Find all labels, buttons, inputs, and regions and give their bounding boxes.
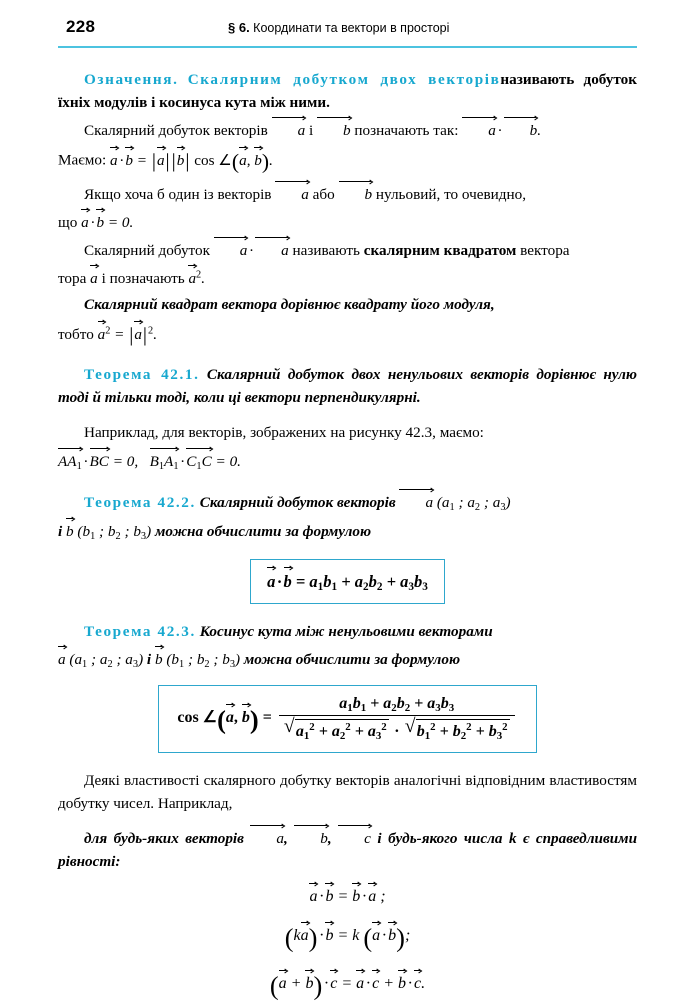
- paragraph-properties-statement: для будь-яких векторів a, b, c і будь-якого числа k є справедливими рівності:: [58, 825, 637, 873]
- theorem-42-3-text-a: Косинус кута між ненульовими векторами: [199, 623, 493, 641]
- boxed-formula-1: $a \cdot b = a_1b_1 + a_2b_2 + a_3b_3$: [250, 559, 445, 604]
- formula-a-dot-b-zero: a · b = 0.: [81, 214, 133, 231]
- theorem-42-3-text-b: можна обчислити за формулою: [243, 651, 461, 669]
- paragraph-square-equals-modulus-cont: [58, 320, 637, 351]
- page-number: 228: [66, 17, 96, 36]
- paragraph-scalar-square: Скалярний добуток a · a називають скалярним квадратом вектора: [58, 237, 637, 262]
- definition-lead: Скалярним добутком двох векторів: [187, 71, 501, 88]
- p5-tail: тобто: [58, 325, 94, 343]
- theorem-42-2-cont: і b ($b_1$ ; $b_2$ ; $b_3$) можна обчислити за формулою: [58, 518, 637, 545]
- coords-b-2: b ($b_1$ ; $b_2$ ; $b_3$): [155, 651, 240, 668]
- theorem-42-1: [58, 363, 637, 409]
- formula-dot-definition: a · b = |a||b| cos ∠(a, b).: [110, 152, 273, 169]
- property-3: (a + b) · c = a · c + b · c.: [269, 970, 426, 1001]
- definition-label: Означення.: [84, 71, 179, 88]
- p7: Деякі властивості скалярного добутку векторів аналогічні відповідним властивостям добутку чисел. Наприклад,: [58, 771, 637, 812]
- p2-label: Маємо:: [58, 151, 107, 169]
- theorem-42-1-text: Скалярний добуток двох ненульових векторів дорівнює нулю тоді й тільки тоді, коли ці вектори перпендикулярні.: [58, 365, 637, 406]
- p1-a: Скалярний добуток векторів: [84, 122, 268, 140]
- paragraph-example-intro: [58, 421, 637, 444]
- p3-a: Якщо хоча б один із векторів: [84, 186, 272, 204]
- p1-b: і: [308, 122, 314, 140]
- paragraph-properties-intro: [58, 769, 637, 815]
- p3-c: нульовий, то очевидно,: [375, 186, 527, 204]
- boxed-formula-1-wrap: [58, 559, 637, 604]
- p8-k: k: [508, 829, 517, 847]
- theorem-42-3: [58, 620, 637, 643]
- page-content: [58, 44, 637, 1006]
- paragraph-modulus-formula: [58, 145, 637, 178]
- theorem-42-2-text-a: Скалярний добуток векторів: [199, 493, 396, 511]
- coords-a-2: a ($a_1$ ; $a_2$ ; $a_3$): [58, 651, 143, 668]
- page-header: [58, 0, 637, 44]
- p8-c: є справедливими рівності:: [58, 829, 638, 871]
- property-2: (ka) · b = k (a · b);: [284, 922, 411, 953]
- formula-square-eq: $a^2 = |a|^2$.: [98, 326, 157, 343]
- theorem-42-3-label: Теорема 42.3.: [84, 623, 196, 641]
- property-1: a · b = b · a ;: [58, 883, 637, 909]
- formula-a-squared: $a^2$.: [188, 270, 205, 287]
- theorem-42-1-label: Теорема 42.1.: [84, 365, 200, 383]
- formula-example-2: $B_1A_1 \cdot C_1C = 0$.: [150, 453, 241, 470]
- paragraph-zero-vector: Якщо хоча б один із векторів a або b нульовий, то очевидно,: [58, 181, 637, 206]
- formula-a-dot-b: a · b.: [462, 122, 541, 139]
- p3-b: або: [312, 186, 335, 204]
- p4-a: Скалярний добуток: [84, 242, 210, 260]
- formula-example-1: $AA_1$ · BC = 0,: [58, 453, 142, 470]
- p4-d: і позначають: [101, 270, 185, 288]
- p4-tora: тора: [58, 270, 87, 288]
- coords-a: a ($a_1$ ; $a_2$ ; $a_3$): [399, 494, 510, 511]
- p8-a: для будь-яких векторів: [84, 829, 244, 847]
- paragraph-example-formulas: [58, 447, 637, 475]
- p3-d: що: [58, 214, 78, 232]
- paragraph-zero-vector-cont: [58, 209, 637, 234]
- boxed-formula-2-wrap: [58, 685, 637, 753]
- theorem-42-2: [58, 489, 637, 516]
- p4-c: вектора: [520, 242, 570, 260]
- section-mark: § 6.: [228, 20, 250, 35]
- p1-c: позначають так:: [354, 122, 459, 140]
- coords-b: b ($b_1$ ; $b_2$ ; $b_3$): [66, 523, 151, 540]
- section-title: Координати та вектори в просторі: [253, 21, 450, 35]
- theorem-42-3-cont: a ($a_1$ ; $a_2$ ; $a_3$) і b ($b_1$ ; $b_2$ ; $b_3$) можна обчислити за формулою: [58, 646, 637, 673]
- paragraph-square-equals-modulus: [58, 293, 637, 316]
- paragraph-scalar-product-notation: Скалярний добуток векторів a і b позначають так: a · b.: [58, 117, 637, 142]
- theorem-42-2-text-b: можна обчислити за формулою: [154, 523, 372, 541]
- p4-bold: скалярним квадратом: [363, 242, 517, 260]
- definition-paragraph: [58, 68, 637, 114]
- paragraph-scalar-square-cont: тора a і позначають $a^2$.: [58, 265, 637, 290]
- header-divider: [58, 46, 637, 48]
- p6: Наприклад, для векторів, зображених на рисунку 42.3, маємо:: [84, 423, 484, 441]
- running-head: [228, 20, 449, 35]
- p8-b: і будь-якого числа: [377, 829, 503, 847]
- theorem-42-2-label: Теорема 42.2.: [84, 493, 196, 511]
- p4-b: називають: [292, 242, 360, 260]
- definition-rest: називають добуток їхніх модулів і косинуса кута між ними.: [58, 71, 637, 112]
- p5-italic: Скалярний квадрат вектора дорівнює квадрату його модуля,: [84, 296, 495, 314]
- boxed-formula-2: cos ∠(a, b) = $a_1b_1 + a_2b_2 + a_3b_3$ √ $a_1^2 + a_2^2 + a_3^2$ · √ $b_1^2 + b_2^2 + b_3^2$: [158, 685, 536, 753]
